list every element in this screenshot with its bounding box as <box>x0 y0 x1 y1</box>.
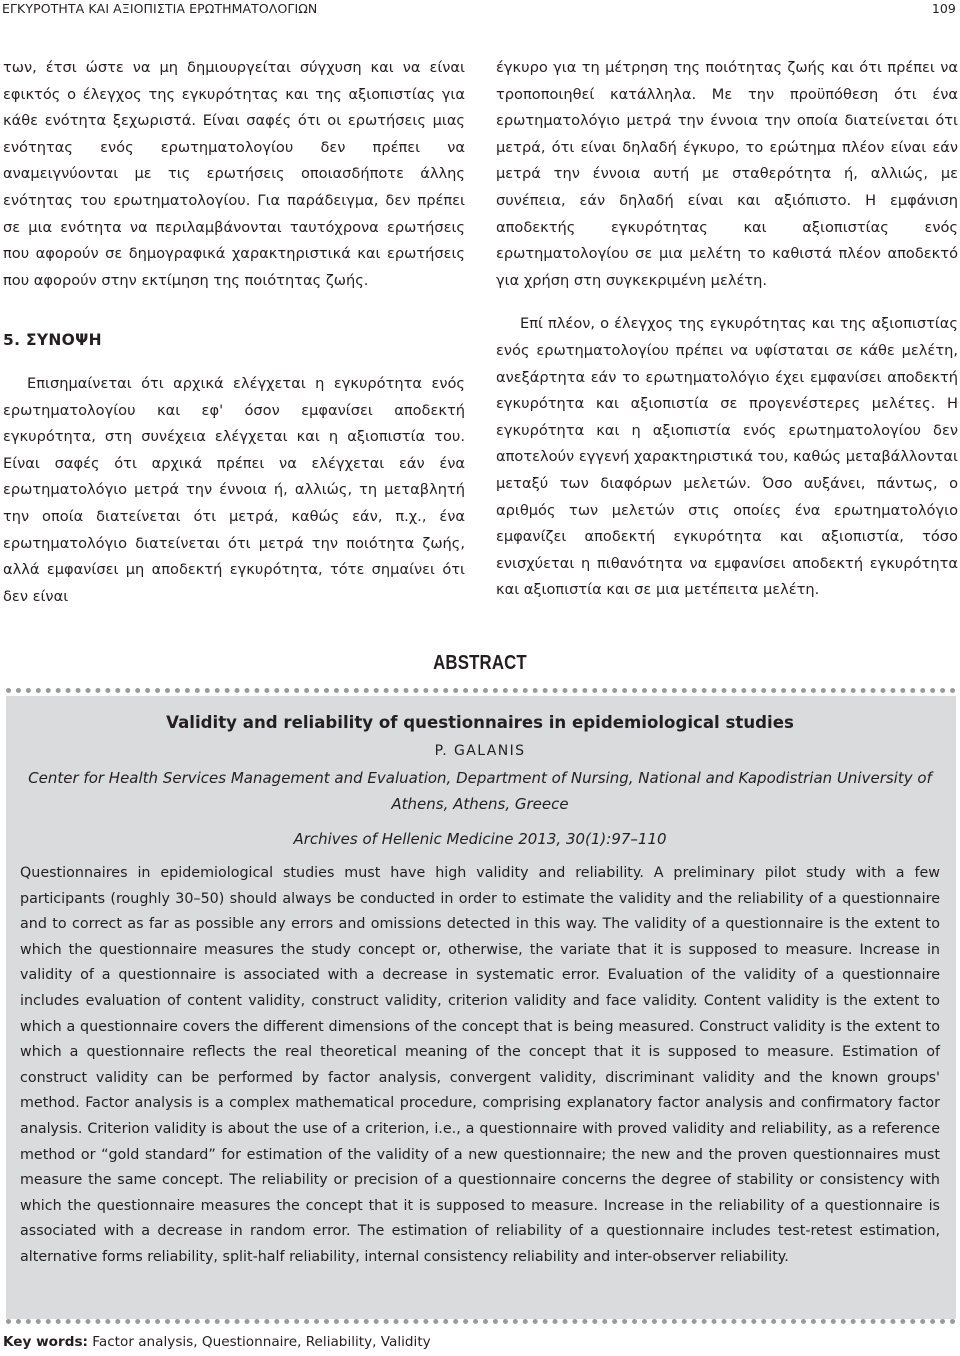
abstract-article-title: Validity and reliability of questionnaires in epidemiological studies <box>166 713 794 732</box>
right-paragraph-2: Επί πλέον, ο έλεγχος της εγκυρότητας και της αξιοπιστίας ενός ερωτηματολογίου πρέπει να υφίσταται σε κάθε μελέτη, ανεξάρτητα εάν το ερωτηματολόγιο έχει εμφανίσει αποδεκτή εγκυρότητα και αξιοπιστία σε προγενέστερες μελέτες. Η εγκυρότητα και η αξιοπιστία ενός ερωτηματολογίου δεν αποτελούν εγγενή χαρακτηριστικά του, καθώς μεταβάλλονται μεταξύ των διαφόρων μελετών. Όσο αυξάνει, πάντως, ο αριθμός των μελετών στις οποίες ένα ερωτηματολόγιο εμφανίζει αποδεκτή εγκυρότητα και αξιοπιστία, τόσο ενισχύεται η πιθανότητα να εμφανίσει αποδεκτή εγκυρότητα και αξιοπιστία και σε μια μετέπειτα μελέτη. <box>496 315 958 599</box>
abstract-top-divider <box>6 688 956 693</box>
abstract-body: Questionnaires in epidemiological studies must have high validity and reliability. A preliminary pilot study with a few participants (roughly 30–50) should always be conducted in order to estimate the validity and the reliability of a questionnaire and to correct as far as possible any errors and omissions detected in this way. The validity of a questionnaire is the extent to which the questionnaire measures the study concept or, otherwise, the variate that it is supposed to measure. Increase in validity of a questionnaire is associated with a decrease in systematic error. Evaluation of the validity of a questionnaire includes evaluation of content validity, construct validity, criterion validity and face validity. Content validity is the extent to which a questionnaire covers the different dimensions of the concept that is being measured. Construct validity is the extent to which a questionnaire reflects the real theoretical meaning of the concept that it is supposed to measure. Estimation of construct validity can be performed by factor analysis, convergent validity, discriminant validity and the known groups' method. Factor analysis is a complex mathematical procedure, comprising explanatory factor analysis and confirmatory factor analysis. Criterion validity is about the use of a criterion, i.e., a questionnaire with proved validity and reliability, as a reference method or “gold standard” for estimation of the validity of a new questionnaire; the new and the proven questionnaires must measure the same concept. The reliability or precision of a questionnaire concerns the degree of stability or consistency with which the questionnaire measures the concept that it is supposed to measure. Increase in the reliability of a questionnaire is associated with a decrease in random error. The estimation of reliability of a questionnaire includes test-retest estimation, alternative forms reliability, split-half reliability, internal consistency reliability and inter-observer reliability. <box>20 865 940 1265</box>
abstract-affiliation: Center for Health Services Management and Evaluation, Department of Nursing, National and Kapodistrian University of Athens, Athens, Greece <box>28 769 932 813</box>
abstract-heading: ABSTRACT <box>433 652 527 674</box>
section-heading-summary: 5. ΣΥΝΟΨΗ <box>3 331 102 350</box>
keywords-text: Factor analysis, Questionnaire, Reliability, Validity <box>92 1334 431 1350</box>
right-column <box>496 55 958 604</box>
abstract-bottom-divider <box>6 1319 956 1324</box>
keywords-line <box>3 1334 431 1350</box>
abstract-author: P. GALANIS <box>434 743 526 759</box>
keywords-label: Key words: <box>3 1334 88 1350</box>
left-paragraph-1: των, έτσι ώστε να μη δημιουργείται σύγχυση και να είναι εφικτός ο έλεγχος της εγκυρότητας και της αξιοπιστίας για κάθε ενότητα ξεχωριστά. Είναι σαφές ότι οι ερωτήσεις μιας ενότητας ενός ερωτηματολογίου δεν πρέπει να αναμειγνύονται με τις ερωτήσεις οποιασδήποτε άλλης ενότητας του ερωτηματολογίου. Για παράδειγμα, δεν πρέπει σε μια ενότητα να περιλαμβάνονται ταυτόχρονα ερωτήσεις που αφορούν σε δημογραφικά χαρακτηριστικά και ερωτήσεις που αφορούν στην εκτίμηση της ποιότητας ζωής. <box>3 59 465 289</box>
abstract-journal-citation: Archives of Hellenic Medicine 2013, 30(1):97–110 <box>293 830 667 848</box>
left-paragraph-2: Επισημαίνεται ότι αρχικά ελέγχεται η εγκυρότητα ενός ερωτηματολογίου και εφ' όσον εμφανίσει αποδεκτή εγκυρότητα, στη συνέχεια ελέγχεται και η αξιοπιστία του. Είναι σαφές ότι αρχικά πρέπει να ελέγχεται εάν ένα ερωτηματολόγιο μετρά την έννοια ή, αλλιώς, τη μεταβλητή την οποία διατείνεται ότι μετρά, καθώς εάν, π.χ., ένα ερωτηματολόγιο διατείνεται ότι μετρά την ποιότητα ζωής, αλλά εμφανίσει μη αποδεκτή εγκυρότητα, τότε σημαίνει ότι δεν είναι <box>3 374 465 605</box>
page-number: 109 <box>931 1 956 16</box>
right-paragraph-1: έγκυρο για τη μέτρηση της ποιότητας ζωής και ότι πρέπει να τροποποιηθεί κατάλληλα. Με την προϋπόθεση ότι ένα ερωτηματολόγιο μετρά την έννοια την οποία διατείνεται ότι μετρά, ότι είναι δηλαδή έγκυρο, το ερώτημα πλέον είναι εάν μετρά την έννοια αυτή με σταθερότητα ή, αλλιώς, με συνέπεια, εάν δηλαδή είναι και αξιόπιστο. Η εμφάνιση αποδεκτής εγκυρότητας και αξιοπιστίας ενός ερωτηματολογίου σε μια μελέτη το καθιστά πλέον αποδεκτό για χρήση στη συγκεκριμένη μελέτη. <box>496 59 958 289</box>
abstract-box <box>6 696 956 1319</box>
running-title: ΕΓΚΥΡΟΤΗΤΑ ΚΑΙ ΑΞΙΟΠΙΣΤΙΑ ΕΡΩΤΗΜΑΤΟΛΟΓΙΩΝ <box>2 1 318 16</box>
left-column <box>3 55 465 610</box>
running-header <box>0 0 960 20</box>
